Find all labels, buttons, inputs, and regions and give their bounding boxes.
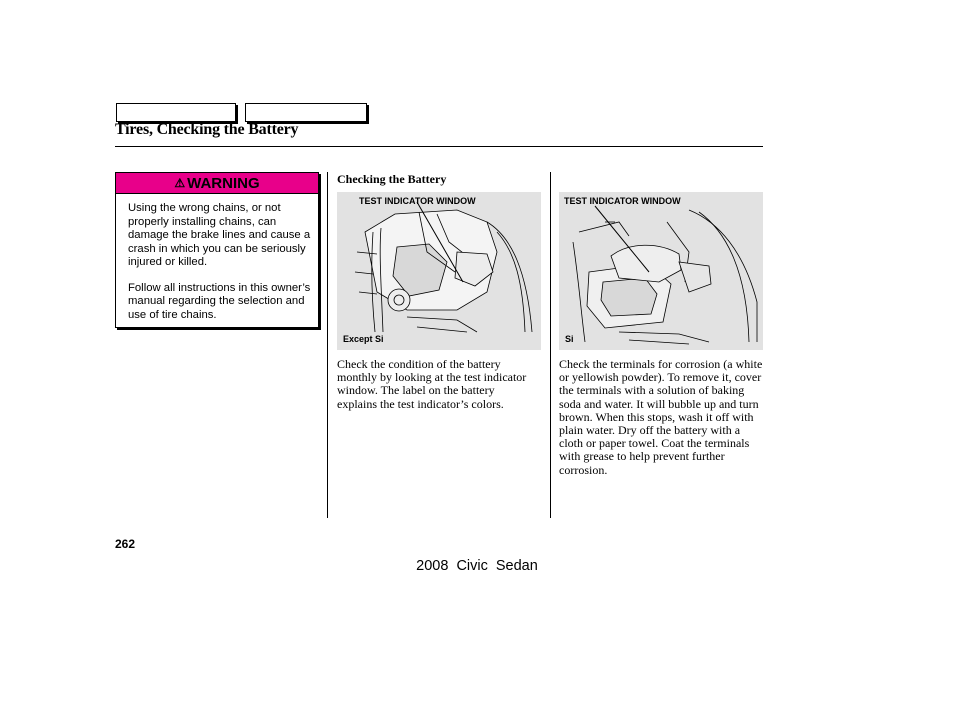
battery-paragraph-left: Check the condition of the battery monthly by looking at the test indicator window. The label on the battery explains the test indicator’s colors. — [337, 357, 527, 411]
warning-paragraph: Using the wrong chains, or not properly installing chains, can damage the brake lines and cause a crash in which you can be seriously injured or killed. — [128, 202, 311, 268]
figure-caption: Except Si — [343, 334, 384, 344]
warning-paragraph: Follow all instructions in this owner’s manual regarding the selection and use of tire chains. — [128, 281, 311, 321]
figure-caption: Si — [565, 334, 574, 344]
battery-figure-si — [559, 192, 763, 350]
column-divider-left — [327, 172, 328, 518]
figure-label: TEST INDICATOR WINDOW — [564, 196, 681, 206]
title-divider — [115, 146, 763, 147]
engine-bay-illustration — [337, 192, 541, 350]
nav-tab-previous[interactable] — [116, 103, 236, 122]
warning-triangle-icon: ⚠ — [174, 176, 186, 190]
warning-label: WARNING — [187, 174, 260, 192]
battery-figure-except-si — [337, 192, 541, 350]
battery-paragraph-right: Check the terminals for corrosion (a white or yellowish powder). To remove it, cover the terminals with a solution of baking soda and water. It will bubble up and turn brown. When this stops, wash it off with plain water. Dry off the battery with a cloth or paper towel. Coat the terminals with grease to help prevent further corrosion. — [559, 357, 763, 477]
warning-text — [128, 202, 314, 322]
warning-header — [116, 173, 318, 194]
nav-tab-next[interactable] — [245, 103, 367, 122]
page-title: Tires, Checking the Battery — [115, 121, 299, 138]
engine-bay-illustration — [559, 192, 763, 350]
warning-box — [115, 172, 319, 328]
figure-label: TEST INDICATOR WINDOW — [359, 196, 476, 206]
column-divider-right — [550, 172, 551, 518]
battery-heading: Checking the Battery — [337, 172, 447, 186]
page-number: 262 — [115, 537, 136, 551]
footer-model: 2008 Civic Sedan — [416, 558, 538, 574]
